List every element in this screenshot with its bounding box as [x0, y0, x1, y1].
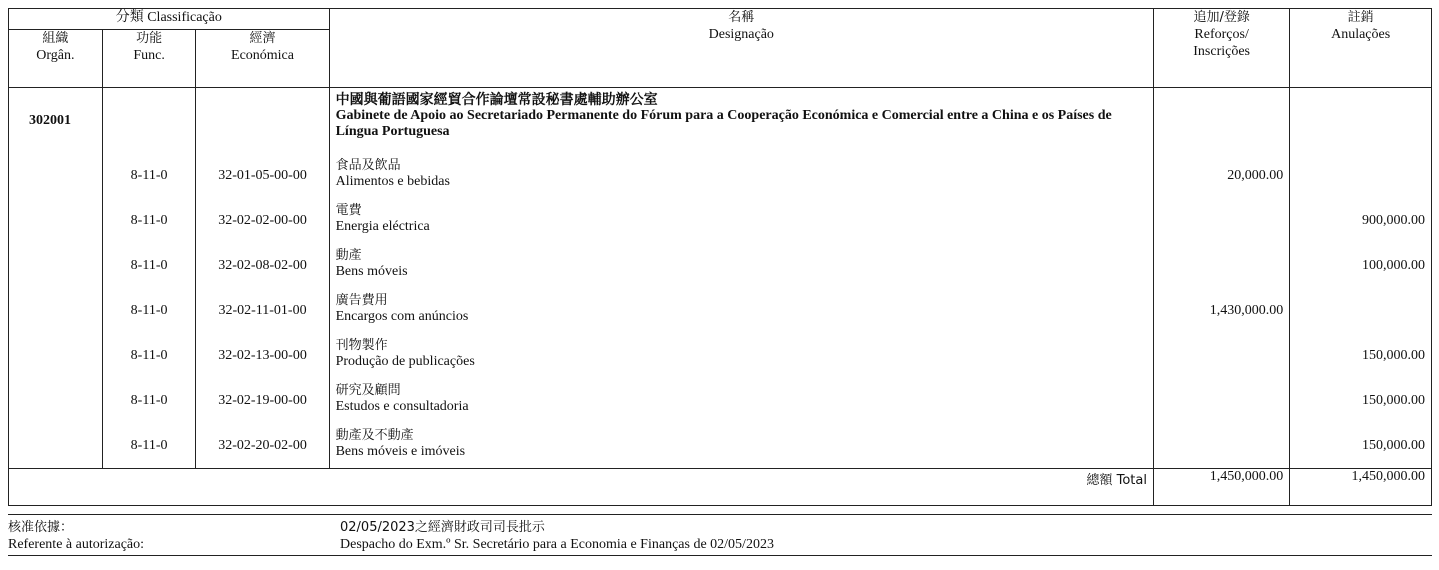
item-name-pt: Bens móveis — [335, 263, 408, 279]
item-name-zh: 動產 — [335, 247, 362, 263]
item-designation — [329, 424, 1153, 469]
eco-code: 32-02-20-02-00 — [196, 424, 329, 469]
item-designation — [329, 334, 1153, 379]
func-code: 8-11-0 — [102, 244, 196, 289]
organ-header-pt: Orgân. — [36, 48, 75, 63]
eco-code: 32-02-19-00-00 — [196, 379, 329, 424]
item-name-zh: 刊物製作 — [335, 337, 388, 353]
authorization-label-zh: 核准依據： — [8, 520, 74, 535]
organ-code: 302001 — [9, 88, 103, 154]
func-code: 8-11-0 — [102, 424, 196, 469]
anulacoes-value: 100,000.00 — [1290, 244, 1432, 289]
authorization-value-pt: Despacho do Exm.º Sr. Secretário para a Economia e Finanças de 02/05/2023 — [340, 537, 774, 552]
designation-header-zh: 名稱 — [728, 10, 755, 25]
designation-header — [329, 9, 1153, 88]
anulacoes-value — [1290, 154, 1432, 199]
table-row — [9, 199, 1432, 244]
classification-header: 分類 Classificação — [9, 9, 330, 30]
item-designation — [329, 199, 1153, 244]
economic-header-zh: 經濟 — [249, 31, 276, 46]
economic-header — [196, 30, 329, 88]
authorization-label-pt: Referente à autorização: — [8, 537, 145, 552]
function-header-pt: Func. — [133, 48, 165, 63]
table-row — [9, 424, 1432, 469]
item-designation — [329, 289, 1153, 334]
item-name-zh: 電費 — [335, 202, 362, 218]
organ-row — [9, 88, 1432, 154]
item-name-zh: 動產及不動產 — [335, 427, 414, 443]
anulacoes-value: 150,000.00 — [1290, 379, 1432, 424]
func-code: 8-11-0 — [102, 154, 196, 199]
func-code: 8-11-0 — [102, 289, 196, 334]
func-code: 8-11-0 — [102, 334, 196, 379]
eco-code: 32-02-08-02-00 — [196, 244, 329, 289]
function-header-zh: 功能 — [136, 31, 163, 46]
table-row — [9, 289, 1432, 334]
reforcos-header-pt1: Reforços/ — [1194, 27, 1249, 42]
total-anulacoes: 1,450,000.00 — [1290, 469, 1432, 506]
designation-header-pt: Designação — [708, 27, 774, 42]
table-row — [9, 379, 1432, 424]
reforcos-value — [1153, 334, 1289, 379]
economic-header-pt: Económica — [231, 48, 294, 63]
item-name-zh: 食品及飲品 — [335, 157, 401, 173]
authorization-block — [8, 514, 1432, 556]
item-name-pt: Bens móveis e imóveis — [335, 443, 466, 459]
item-name-pt: Estudos e consultadoria — [335, 398, 469, 414]
reforcos-value: 1,430,000.00 — [1153, 289, 1289, 334]
item-designation — [329, 379, 1153, 424]
authorization-label — [8, 519, 144, 553]
organ-name-zh: 中國與葡語國家經貿合作論壇常設秘書處輔助辦公室 — [335, 92, 658, 108]
table-row — [9, 154, 1432, 199]
func-code: 8-11-0 — [102, 199, 196, 244]
anulacoes-value: 900,000.00 — [1290, 199, 1432, 244]
anulacoes-value: 150,000.00 — [1290, 334, 1432, 379]
reforcos-value — [1153, 379, 1289, 424]
organ-header-zh: 組織 — [42, 31, 69, 46]
reforcos-value: 20,000.00 — [1153, 154, 1289, 199]
authorization-value-zh: 02/05/2023之經濟財政司司長批示 — [340, 520, 545, 535]
reforcos-header — [1153, 9, 1289, 88]
anulacoes-value — [1290, 289, 1432, 334]
organ-name — [329, 88, 1153, 154]
budget-table — [8, 8, 1432, 506]
reforcos-value — [1153, 199, 1289, 244]
anulacoes-value: 150,000.00 — [1290, 424, 1432, 469]
item-name-zh: 研究及顧問 — [335, 382, 401, 398]
anulacoes-header — [1290, 9, 1432, 88]
total-reforcos: 1,450,000.00 — [1153, 469, 1289, 506]
eco-code: 32-02-13-00-00 — [196, 334, 329, 379]
item-name-pt: Encargos com anúncios — [335, 308, 469, 324]
eco-code: 32-02-11-01-00 — [196, 289, 329, 334]
table-row — [9, 244, 1432, 289]
budget-document — [8, 8, 1432, 556]
item-name-pt: Produção de publicações — [335, 353, 475, 369]
item-designation — [329, 154, 1153, 199]
table-row — [9, 334, 1432, 379]
function-header — [102, 30, 196, 88]
anulacoes-header-zh: 註銷 — [1347, 10, 1374, 25]
item-name-pt: Alimentos e bebidas — [335, 173, 450, 189]
item-designation — [329, 244, 1153, 289]
reforcos-value — [1153, 244, 1289, 289]
total-row — [9, 469, 1432, 506]
reforcos-value — [1153, 424, 1289, 469]
eco-code: 32-01-05-00-00 — [196, 154, 329, 199]
reforcos-header-pt2: Inscrições — [1193, 44, 1251, 59]
reforcos-header-zh: 追加/登錄 — [1193, 10, 1250, 25]
anulacoes-header-pt: Anulações — [1331, 27, 1391, 42]
item-name-zh: 廣告費用 — [335, 292, 388, 308]
organ-header — [9, 30, 103, 88]
item-name-pt: Energia eléctrica — [335, 218, 430, 234]
func-code: 8-11-0 — [102, 379, 196, 424]
total-label-text: 總額 Total — [1086, 473, 1147, 488]
total-label — [9, 469, 1154, 506]
authorization-value — [340, 519, 774, 553]
organ-name-pt: Gabinete de Apoio ao Secretariado Permanente do Fórum para a Cooperação Económica e Comercial entre a China e os Países de Língua Portuguesa — [335, 108, 1112, 139]
eco-code: 32-02-02-00-00 — [196, 199, 329, 244]
